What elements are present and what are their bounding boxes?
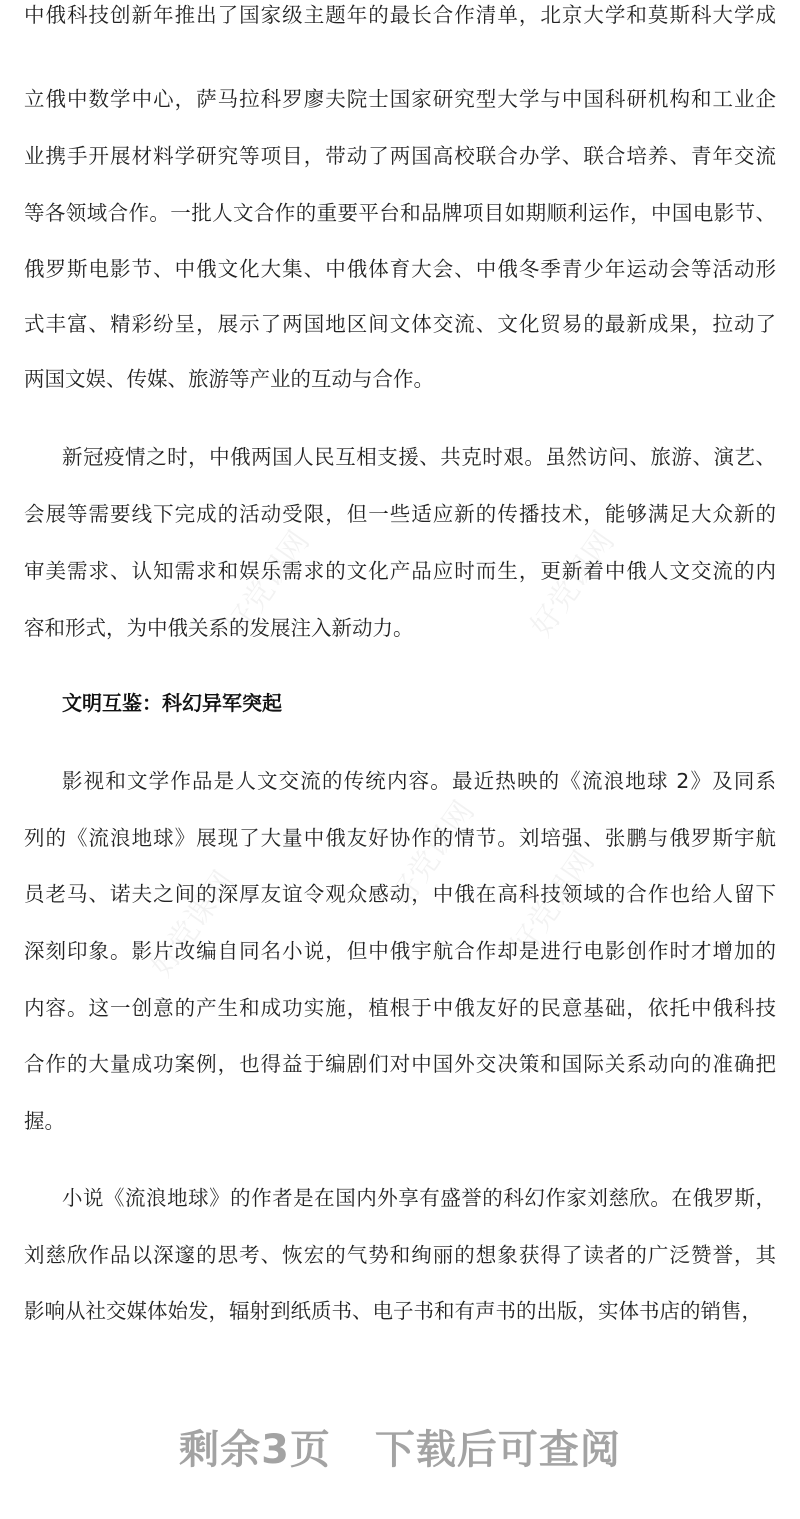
- paragraph-line: 中俄科技创新年推出了国家级主题年的最长合作清单，北京大学和莫斯科大学成: [24, 3, 776, 27]
- paragraph-line: 列的《流浪地球》展现了大量中俄友好协作的情节。刘培强、张鹏与俄罗斯宇航: [24, 826, 776, 850]
- watermark: 好党课网: [219, 524, 317, 644]
- paragraph-line: 容和形式，为中俄关系的发展注入新动力。: [24, 616, 414, 640]
- paragraph-line: 会展等需要线下完成的活动受限，但一些适应新的传播技术，能够满足大众新的: [24, 502, 776, 526]
- paragraph-line: 影响从社交媒体始发，辐射到纸质书、电子书和有声书的出版，实体书店的销售，: [24, 1299, 762, 1323]
- paragraph-line: 等各领域合作。一批人文合作的重要平台和品牌项目如期顺利运作，中国电影节、: [24, 201, 776, 225]
- paragraph-line: 两国文娱、传媒、旅游等产业的互动与合作。: [24, 367, 434, 391]
- paragraph-line: 业携手开展材料学研究等项目，带动了两国高校联合办学、联合培养、青年交流: [24, 144, 776, 168]
- paragraph-line: 立俄中数学中心，萨马拉科罗廖夫院士国家研究型大学与中国科研机构和工业企: [24, 87, 776, 111]
- section-heading: 文明互鉴：科幻异军突起: [62, 691, 282, 715]
- paragraph-line: 影视和文学作品是人文交流的传统内容。最近热映的《流浪地球 2》及同系: [62, 769, 776, 793]
- download-prompt[interactable]: [0, 1418, 800, 1475]
- paragraph-line: 内容。这一创意的产生和成功实施，植根于中俄友好的民意基础，依托中俄科技: [24, 996, 776, 1020]
- paragraph-line: 俄罗斯电影节、中俄文化大集、中俄体育大会、中俄冬季青少年运动会等活动形: [24, 257, 776, 281]
- download-to-view-label[interactable]: 下载后可查阅: [374, 1427, 621, 1473]
- paragraph-line: 小说《流浪地球》的作者是在国内外享有盛誉的科幻作家刘慈欣。在俄罗斯，: [62, 1186, 776, 1210]
- watermark: 好党课网: [144, 864, 242, 984]
- paragraph-line: 合作的大量成功案例，也得益于编剧们对中国外交决策和国际关系动向的准确把: [24, 1052, 776, 1076]
- paragraph-line: 握。: [24, 1109, 65, 1133]
- paragraph-line: 员老马、诺夫之间的深厚友谊令观众感动，中俄在高科技领域的合作也给人留下: [24, 882, 776, 906]
- remaining-pages-label: 剩余3页: [179, 1427, 331, 1473]
- watermark: 好党课网: [384, 794, 482, 914]
- paragraph-line: 新冠疫情之时，中俄两国人民互相支援、共克时艰。虽然访问、旅游、演艺、: [62, 445, 776, 469]
- paragraph-line: 式丰富、精彩纷呈，展示了两国地区间文体交流、文化贸易的最新成果，拉动了: [24, 312, 776, 336]
- paragraph-line: 刘慈欣作品以深邃的思考、恢宏的气势和绚丽的想象获得了读者的广泛赞誉，其: [24, 1243, 776, 1267]
- paragraph-line: 审美需求、认知需求和娱乐需求的文化产品应时而生，更新着中俄人文交流的内: [24, 559, 776, 583]
- watermark: 好党课网: [524, 524, 622, 644]
- watermark: 好党课网: [504, 844, 602, 964]
- paragraph-line: 深刻印象。影片改编自同名小说，但中俄宇航合作却是进行电影创作时才增加的: [24, 939, 776, 963]
